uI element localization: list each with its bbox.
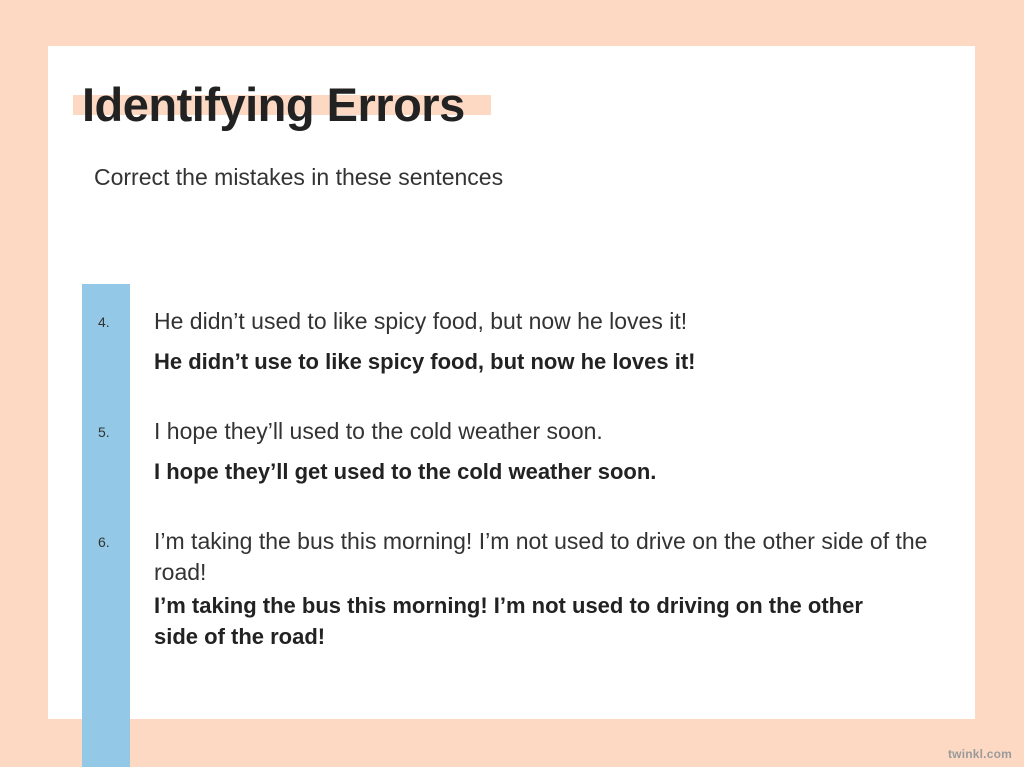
item-question: I hope they’ll used to the cold weather soon.: [154, 418, 603, 444]
twinkl-watermark: twinkl.com: [947, 747, 1012, 761]
item-answer: I hope they’ll get used to the cold weather soon.: [154, 459, 657, 484]
accent-bar: [82, 284, 130, 767]
item-answer: He didn’t use to like spicy food, but now he loves it!: [154, 349, 696, 374]
item-number: 6.: [98, 534, 110, 550]
item-number: 5.: [98, 424, 110, 440]
item-question: I’m taking the bus this morning! I’m not used to drive on the other side of the road!: [154, 528, 928, 585]
item-answer: I’m taking the bus this morning! I’m not used to driving on the other side of the road!: [154, 593, 863, 649]
page-title: Identifying Errors: [82, 78, 465, 131]
item-question: He didn’t used to like spicy food, but now he loves it!: [154, 308, 688, 334]
item-number: 4.: [98, 314, 110, 330]
page-subtitle: Correct the mistakes in these sentences: [94, 164, 504, 190]
